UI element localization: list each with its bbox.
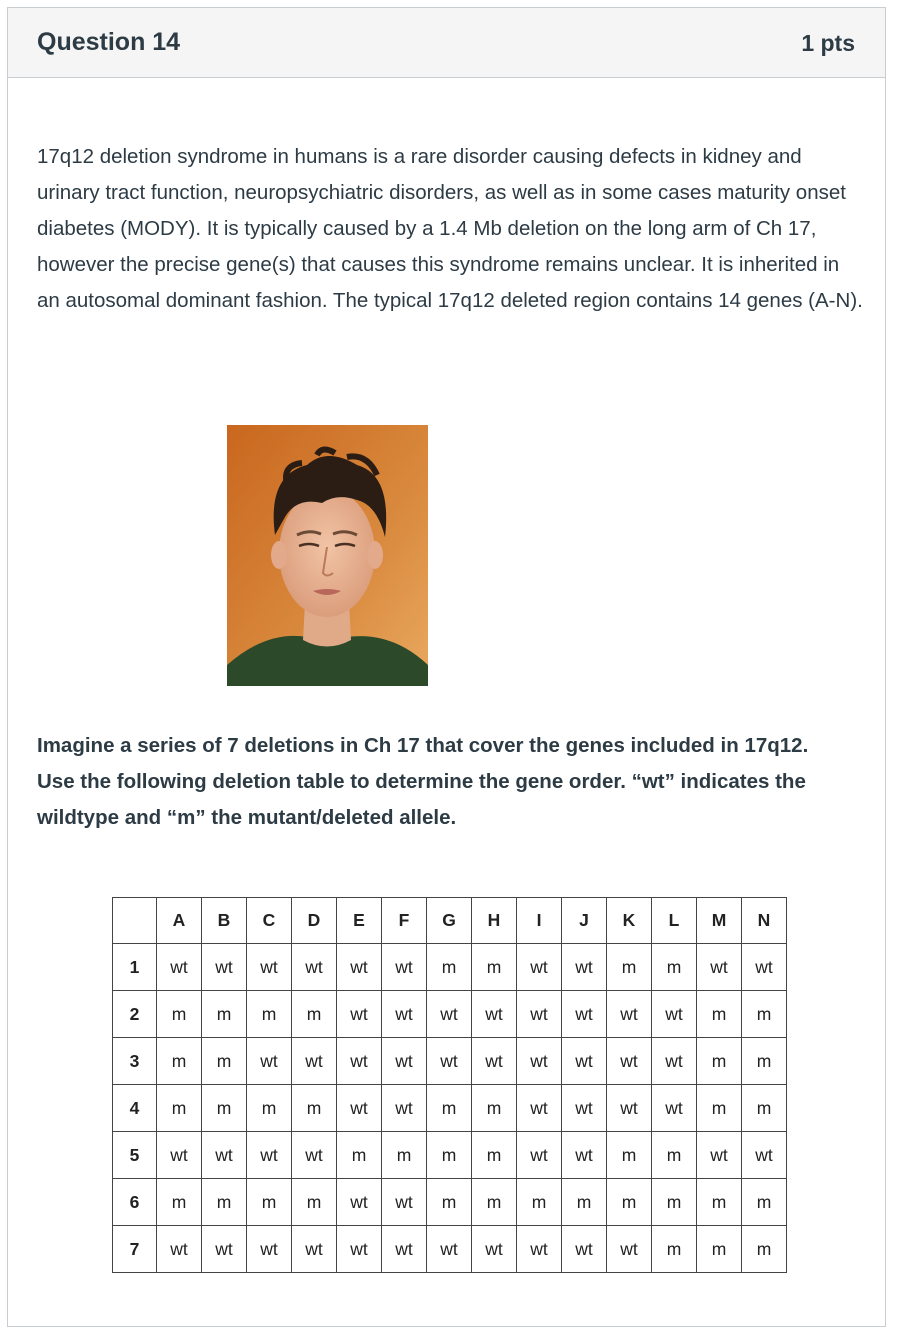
allele-cell: m	[562, 1179, 607, 1226]
table-row	[113, 944, 787, 991]
question-card	[7, 7, 886, 1327]
gene-header: L	[652, 898, 697, 944]
deletion-table	[112, 897, 787, 1273]
allele-cell: wt	[382, 944, 427, 991]
allele-cell: wt	[562, 1038, 607, 1085]
gene-header: F	[382, 898, 427, 944]
allele-cell: m	[292, 1179, 337, 1226]
allele-cell: wt	[247, 1226, 292, 1273]
allele-cell: wt	[292, 1226, 337, 1273]
allele-cell: wt	[742, 1132, 787, 1179]
allele-cell: m	[607, 1132, 652, 1179]
allele-cell: wt	[202, 1132, 247, 1179]
gene-header: E	[337, 898, 382, 944]
allele-cell: wt	[382, 991, 427, 1038]
allele-cell: wt	[427, 1038, 472, 1085]
allele-cell: wt	[292, 944, 337, 991]
allele-cell: wt	[517, 1226, 562, 1273]
allele-cell: wt	[382, 1085, 427, 1132]
question-header	[8, 8, 885, 78]
allele-cell: wt	[337, 1179, 382, 1226]
allele-cell: wt	[607, 1085, 652, 1132]
allele-cell: wt	[337, 1226, 382, 1273]
allele-cell: m	[427, 1179, 472, 1226]
intro-paragraph: 17q12 deletion syndrome in humans is a rare disorder causing defects in kidney and urinary tract function, neuropsychiatric disorders, as well as in some cases maturity onset diabetes (MODY). It is typically caused by a 1.4 Mb deletion on the long arm of Ch 17, however the precise gene(s) that causes this syndrome remains unclear. It is inherited in an autosomal dominant fashion. The typical 17q12 deleted region contains 14 genes (A-N).	[37, 145, 863, 312]
allele-cell: wt	[697, 944, 742, 991]
allele-cell: m	[697, 1226, 742, 1273]
allele-cell: m	[697, 1038, 742, 1085]
allele-cell: m	[742, 1226, 787, 1273]
gene-header: D	[292, 898, 337, 944]
allele-cell: m	[202, 1179, 247, 1226]
allele-cell: wt	[382, 1179, 427, 1226]
gene-header: G	[427, 898, 472, 944]
allele-cell: wt	[607, 1038, 652, 1085]
allele-cell: wt	[517, 1038, 562, 1085]
instruction-prompt: Imagine a series of 7 deletions in Ch 17 that cover the genes included in 17q12. Use the following deletion table to determine the gene order. “wt” indicates the wildtype and “m” the mutant/deleted allele.	[37, 734, 809, 829]
allele-cell: wt	[472, 1226, 517, 1273]
table-row	[113, 1132, 787, 1179]
allele-cell: m	[697, 991, 742, 1038]
deletion-number: 6	[113, 1179, 157, 1226]
allele-cell: m	[292, 1085, 337, 1132]
allele-cell: m	[652, 1179, 697, 1226]
allele-cell: wt	[337, 1038, 382, 1085]
allele-cell: m	[742, 1038, 787, 1085]
allele-cell: m	[202, 1085, 247, 1132]
table-row	[113, 1038, 787, 1085]
allele-cell: wt	[157, 1226, 202, 1273]
allele-cell: wt	[517, 991, 562, 1038]
allele-cell: wt	[292, 1132, 337, 1179]
allele-cell: wt	[652, 991, 697, 1038]
allele-cell: wt	[517, 1132, 562, 1179]
allele-cell: wt	[652, 1038, 697, 1085]
allele-cell: wt	[382, 1038, 427, 1085]
question-title: Question 14	[37, 28, 181, 56]
allele-cell: wt	[337, 991, 382, 1038]
allele-cell: wt	[472, 991, 517, 1038]
gene-header: I	[517, 898, 562, 944]
allele-cell: wt	[562, 1132, 607, 1179]
gene-header: C	[247, 898, 292, 944]
allele-cell: m	[697, 1179, 742, 1226]
deletion-number: 5	[113, 1132, 157, 1179]
allele-cell: wt	[337, 944, 382, 991]
allele-cell: wt	[562, 991, 607, 1038]
deletion-number: 7	[113, 1226, 157, 1273]
allele-cell: m	[652, 1132, 697, 1179]
allele-cell: m	[652, 944, 697, 991]
question-points: 1 pts	[801, 30, 855, 56]
allele-cell: m	[247, 1085, 292, 1132]
allele-cell: m	[427, 1132, 472, 1179]
table-row	[113, 1226, 787, 1273]
allele-cell: m	[247, 991, 292, 1038]
allele-cell: wt	[247, 944, 292, 991]
allele-cell: m	[247, 1179, 292, 1226]
allele-cell: m	[517, 1179, 562, 1226]
allele-cell: m	[472, 1179, 517, 1226]
allele-cell: m	[607, 944, 652, 991]
allele-cell: m	[472, 1132, 517, 1179]
allele-cell: m	[697, 1085, 742, 1132]
allele-cell: wt	[607, 1226, 652, 1273]
table-row	[113, 991, 787, 1038]
allele-cell: m	[652, 1226, 697, 1273]
deletion-number: 3	[113, 1038, 157, 1085]
allele-cell: m	[157, 1179, 202, 1226]
allele-cell: m	[607, 1179, 652, 1226]
allele-cell: m	[427, 1085, 472, 1132]
table-row	[113, 1085, 787, 1132]
allele-cell: m	[742, 1085, 787, 1132]
allele-cell: m	[427, 944, 472, 991]
allele-cell: m	[472, 944, 517, 991]
deletion-number: 2	[113, 991, 157, 1038]
allele-cell: wt	[202, 1226, 247, 1273]
allele-cell: wt	[337, 1085, 382, 1132]
allele-cell: m	[742, 991, 787, 1038]
allele-cell: wt	[472, 1038, 517, 1085]
allele-cell: m	[337, 1132, 382, 1179]
allele-cell: wt	[697, 1132, 742, 1179]
allele-cell: m	[292, 991, 337, 1038]
allele-cell: wt	[652, 1085, 697, 1132]
allele-cell: wt	[427, 991, 472, 1038]
allele-cell: m	[472, 1085, 517, 1132]
gene-header: M	[697, 898, 742, 944]
allele-cell: wt	[247, 1038, 292, 1085]
allele-cell: wt	[562, 1085, 607, 1132]
allele-cell: m	[202, 1038, 247, 1085]
allele-cell: wt	[157, 944, 202, 991]
allele-cell: wt	[517, 1085, 562, 1132]
allele-cell: wt	[382, 1226, 427, 1273]
gene-header: B	[202, 898, 247, 944]
allele-cell: m	[742, 1179, 787, 1226]
gene-header: J	[562, 898, 607, 944]
allele-cell: wt	[562, 1226, 607, 1273]
gene-header: A	[157, 898, 202, 944]
gene-header: N	[742, 898, 787, 944]
allele-cell: wt	[607, 991, 652, 1038]
allele-cell: m	[157, 991, 202, 1038]
allele-cell: m	[202, 991, 247, 1038]
gene-header: H	[472, 898, 517, 944]
allele-cell: wt	[562, 944, 607, 991]
allele-cell: wt	[157, 1132, 202, 1179]
corner-cell	[113, 898, 157, 944]
table-row	[113, 1179, 787, 1226]
allele-cell: wt	[292, 1038, 337, 1085]
patient-photo	[227, 425, 428, 686]
allele-cell: wt	[247, 1132, 292, 1179]
allele-cell: wt	[427, 1226, 472, 1273]
table-header-row	[113, 898, 787, 944]
deletion-number: 1	[113, 944, 157, 991]
allele-cell: wt	[742, 944, 787, 991]
allele-cell: m	[382, 1132, 427, 1179]
gene-header: K	[607, 898, 652, 944]
allele-cell: m	[157, 1038, 202, 1085]
deletion-number: 4	[113, 1085, 157, 1132]
allele-cell: wt	[202, 944, 247, 991]
allele-cell: m	[157, 1085, 202, 1132]
allele-cell: wt	[517, 944, 562, 991]
